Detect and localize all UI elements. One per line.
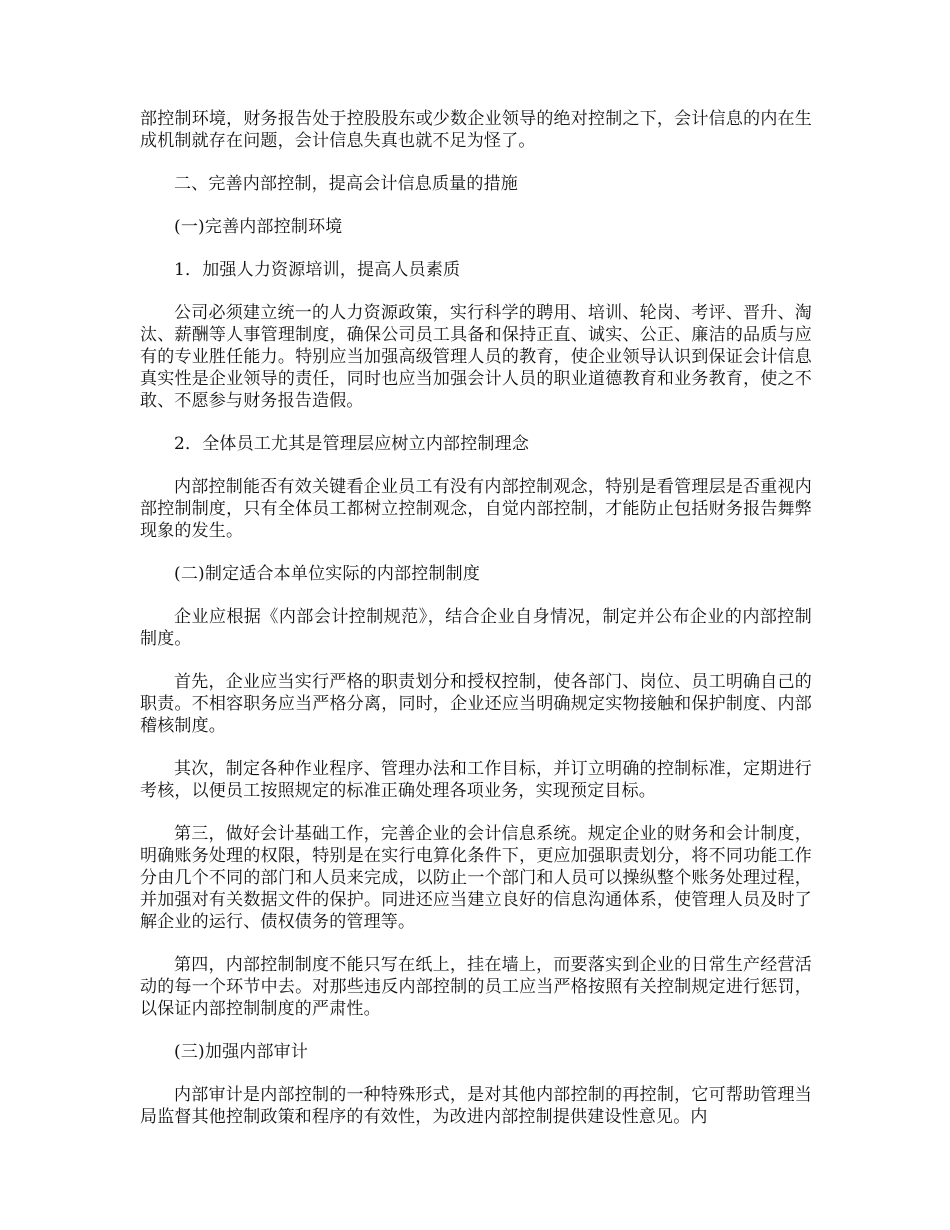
subsection-heading: (二)制定适合本单位实际的内部控制制度 xyxy=(174,564,481,584)
paragraph: 公司必须建立统一的人力资源政策，实行科学的聘用、培训、轮岗、考评、晋升、淘汰、薪酬等人事管理制度，确保公司员工具备和保持正直、诚实、公正、廉洁的品质与应有的专业胜任能力。特别应当加强高级管理人员的教育，使企业领导认识到保证会计信息真实性是企业领导的责任，同时也应当加强会计人员的职业道德教育和业务教育，使之不敢、不愿参与财务报告造假。 xyxy=(140,303,812,411)
paragraph: 第四，内部控制制度不能只写在纸上，挂在墙上，而要落实到企业的日常生产经营活动的每一个环节中去。对那些违反内部控制的员工应当严格按照有关控制规定进行惩罚，以保证内部控制制度的严肃性。 xyxy=(140,955,812,1019)
item-heading: 1．加强人力资源培训，提高人员素质 xyxy=(174,260,461,280)
subsection-heading: (一)完善内部控制环境 xyxy=(174,217,343,237)
paragraph: 首先，企业应当实行严格的职责划分和授权控制，使各部门、岗位、员工明确自己的职责。不相容职务应当严格分离，同时，企业还应当明确规定实物接触和保护制度、内部稽核制度。 xyxy=(140,672,812,736)
paragraph: 其次，制定各种作业程序、管理办法和工作目标，并订立明确的控制标准，定期进行考核，以便员工按照规定的标准正确处理各项业务，实现预定目标。 xyxy=(140,759,812,801)
paragraph: 内部审计是内部控制的一种特殊形式，是对其他内部控制的再控制，它可帮助管理当局监督其他控制政策和程序的有效性，为改进内部控制提供建设性意见。内 xyxy=(140,1085,812,1127)
item-heading: 2．全体员工尤其是管理层应树立内部控制理念 xyxy=(174,434,530,454)
paragraph: 第三，做好会计基础工作，完善企业的会计信息系统。规定企业的财务和会计制度，明确账务处理的权限，特别是在实行电算化条件下，更应加强职责划分，将不同功能工作分由几个不同的部门和人员来完成，以防止一个部门和人员可以操纵整个账务处理过程，并加强对有关数据文件的保护。同进还应当建立良好的信息沟通体系，使管理人员及时了解企业的运行、债权债务的管理等。 xyxy=(140,824,812,932)
section-heading: 二、完善内部控制，提高会计信息质量的措施 xyxy=(174,174,518,194)
paragraph: 企业应根据《内部会计控制规范》，结合企业自身情况，制定并公布企业的内部控制制度。 xyxy=(140,607,812,649)
paragraph: 内部控制能否有效关键看企业员工有没有内部控制观念，特别是看管理层是否重视内部控制制度，只有全体员工都树立控制观念，自觉内部控制，才能防止包括财务报告舞弊现象的发生。 xyxy=(140,477,812,541)
subsection-heading: (三)加强内部审计 xyxy=(174,1042,309,1062)
paragraph: 部控制环境，财务报告处于控股股东或少数企业领导的绝对控制之下，会计信息的内在生成机制就存在问题，会计信息失真也就不足为怪了。 xyxy=(140,109,812,151)
